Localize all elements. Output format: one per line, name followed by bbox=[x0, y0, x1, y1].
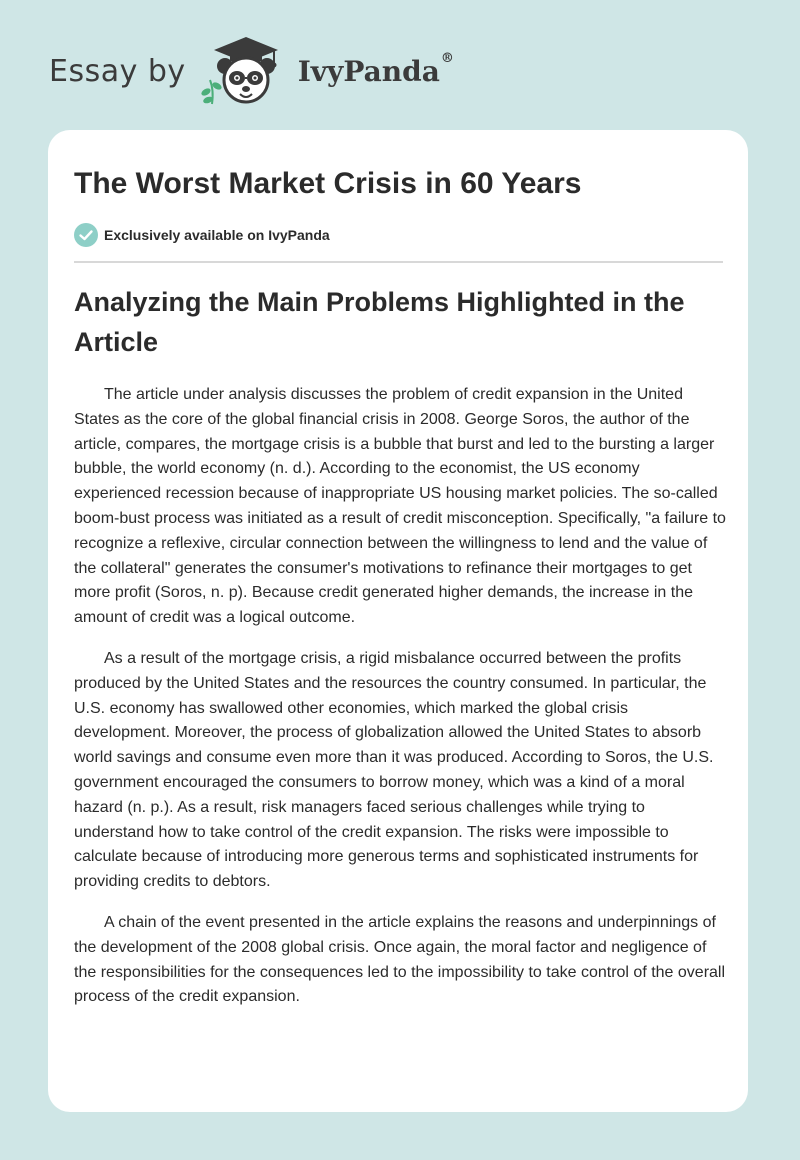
essay-card bbox=[48, 130, 748, 1112]
brand-prefix: Essay by bbox=[49, 53, 186, 89]
brand-name-text: IvyPanda bbox=[297, 54, 440, 88]
paragraph: A chain of the event presented in the article explains the reasons and underpinnings of the development of the 2008 global crisis. Once again, the moral factor and negligence of the responsibilities for the consequences led to the impossibility to take control of the overall process of the credit expansion. bbox=[74, 913, 726, 1006]
page-title: The Worst Market Crisis in 60 Years bbox=[74, 167, 582, 200]
check-circle-icon bbox=[74, 223, 98, 247]
divider bbox=[74, 261, 723, 263]
brand-name bbox=[297, 50, 454, 88]
article-body bbox=[74, 383, 726, 1026]
availability-badge bbox=[74, 223, 330, 247]
availability-label: Exclusively available on IvyPanda bbox=[104, 227, 330, 243]
brand-header bbox=[49, 34, 454, 108]
panda-graduate-icon bbox=[200, 34, 292, 108]
paragraph: The article under analysis discusses the problem of credit expansion in the United States as the core of the global financial crisis in 2008. George Soros, the author of the article, compares, the mortgage crisis is a bubble that burst and led to the bursting a larger bubble, the world economy (n. d.). According to the economist, the US economy experienced recession because of inappropriate US housing market policies. The so-called boom-bust process was initiated as a result of credit misconception. Specifically, "a failure to recognize a reflexive, circular connection between the willingness to lend and the value of the collateral" generates the consumer's motivations to refinance their mortgages to get more profit (Soros, n. p). Because credit generated higher demands, the increase in the amount of credit was a logical outcome. bbox=[74, 386, 726, 627]
registered-mark: ® bbox=[440, 50, 454, 66]
paragraph: As a result of the mortgage crisis, a rigid misbalance occurred between the profits produced by the United States and the resources the country consumed. In particular, the U.S. economy has swallowed other economies, which marked the global crisis development. Moreover, the process of globalization allowed the United States to absorb world savings and consume even more than it was produced. According to Soros, the U.S. government encouraged the consumers to borrow money, which was a kind of a moral hazard (n. p.). As a result, risk managers faced serious challenges while trying to understand how to take control of the credit expansion. The risks were impossible to calculate because of introducing more generous terms and sophisticated instruments for providing credits to debtors. bbox=[74, 649, 714, 891]
section-heading: Analyzing the Main Problems Highlighted in the Article bbox=[74, 287, 685, 357]
